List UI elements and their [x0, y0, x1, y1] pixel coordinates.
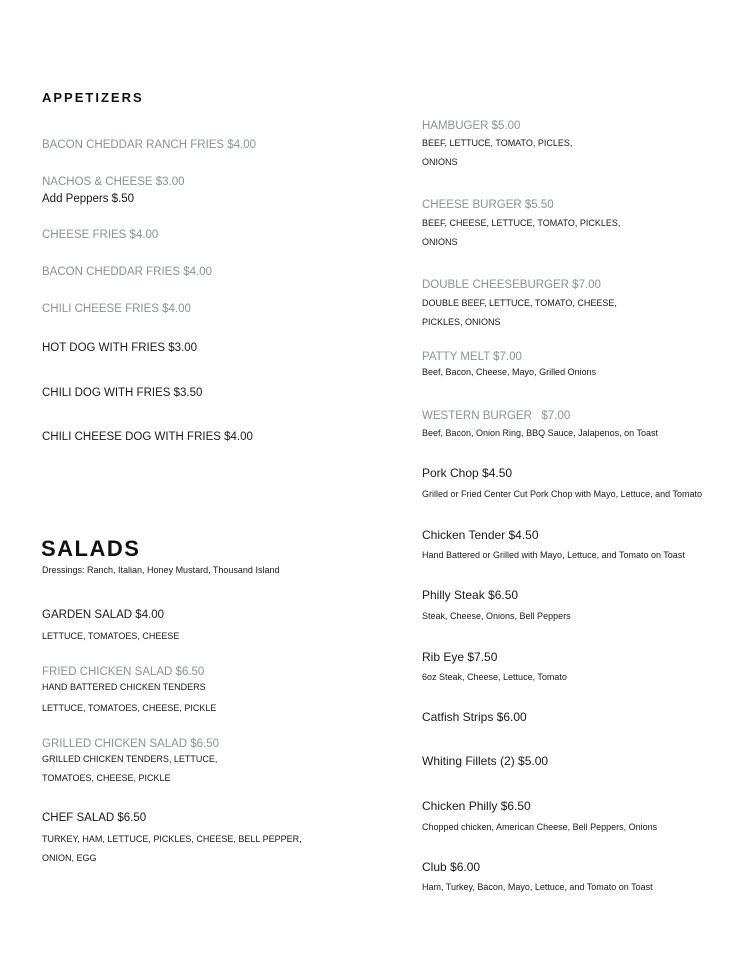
menu-item-desc: Chopped chicken, American Cheese, Bell Peppers, Onions	[422, 822, 658, 832]
menu-item-note: Add Peppers $.50	[42, 193, 135, 205]
menu-item-title: CHILI CHEESE DOG WITH FRIES $4.00	[42, 431, 253, 443]
salads-heading: SALADS	[41, 536, 141, 561]
menu-item-desc: Steak, Cheese, Onions, Bell Peppers	[422, 611, 571, 621]
menu-item-title: NACHOS & CHEESE $3.00	[42, 176, 185, 188]
menu-item-title: Club $6.00	[422, 860, 481, 874]
menu-item-desc: DOUBLE BEEF, LETTUCE, TOMATO, CHEESE,	[422, 298, 617, 308]
menu-item-title: GARDEN SALAD $4.00	[42, 609, 165, 621]
menu-item-desc: LETTUCE, TOMATOES, CHEESE, PICKLE	[42, 703, 217, 713]
menu-item-title: CHILI CHEESE FRIES $4.00	[42, 303, 191, 315]
menu-item-desc: Beef, Bacon, Onion Ring, BBQ Sauce, Jalapenos, on Toast	[422, 428, 658, 438]
menu-item-title: GRILLED CHICKEN SALAD $6.50	[42, 738, 220, 750]
menu-item-desc: BEEF, CHEESE, LETTUCE, TOMATO, PICKLES,	[422, 218, 621, 228]
menu-item-title: Catfish Strips $6.00	[422, 710, 527, 724]
menu-item-desc: BEEF, LETTUCE, TOMATO, PICLES,	[422, 138, 573, 148]
menu-item-desc: ONIONS	[422, 237, 458, 247]
menu-item-desc: GRILLED CHICKEN TENDERS, LETTUCE,	[42, 754, 218, 764]
menu-item-title: Whiting Fillets (2) $5.00	[422, 754, 549, 768]
menu-item-title: CHEESE BURGER $5.50	[422, 199, 554, 211]
menu-item-desc: HAND BATTERED CHICKEN TENDERS	[42, 682, 206, 692]
menu-item-desc: LETTUCE, TOMATOES, CHEESE	[42, 631, 180, 641]
menu-item-title: BACON CHEDDAR FRIES $4.00	[42, 266, 212, 278]
menu-item-title: HAMBUGER $5.00	[422, 120, 521, 132]
menu-item-title: Chicken Tender $4.50	[422, 528, 539, 542]
menu-item-desc: Beef, Bacon, Cheese, Mayo, Grilled Onions	[422, 367, 597, 377]
menu-item-title: CHILI DOG WITH FRIES $3.50	[42, 387, 203, 399]
menu-item-desc: TOMATOES, CHEESE, PICKLE	[42, 773, 171, 783]
menu-item-title: DOUBLE CHEESEBURGER $7.00	[422, 279, 601, 291]
menu-item-title: PATTY MELT $7.00	[422, 351, 522, 363]
menu-item-desc: Hand Battered or Grilled with Mayo, Lettuce, and Tomato on Toast	[422, 550, 685, 560]
menu-item-desc: PICKLES, ONIONS	[422, 317, 501, 327]
menu-item-desc: Grilled or Fried Center Cut Pork Chop with Mayo, Lettuce, and Tomato	[422, 489, 702, 499]
menu-item-title: Philly Steak $6.50	[422, 588, 519, 602]
menu-item-desc: 6oz Steak, Cheese, Lettuce, Tomato	[422, 672, 567, 682]
menu-item-title: Pork Chop $4.50	[422, 466, 513, 480]
menu-item-title: Chicken Philly $6.50	[422, 799, 531, 813]
menu-item-title: WESTERN BURGER $7.00	[422, 410, 571, 422]
menu-item-title: Rib Eye $7.50	[422, 650, 498, 664]
menu-item-title: FRIED CHICKEN SALAD $6.50	[42, 666, 205, 678]
menu-item-title: HOT DOG WITH FRIES $3.00	[42, 342, 198, 354]
menu-item-title: CHEF SALAD $6.50	[42, 812, 147, 824]
menu-item-desc: ONIONS	[422, 157, 458, 167]
salads-dressings: Dressings: Ranch, Italian, Honey Mustard, Thousand Island	[42, 565, 280, 575]
menu-item-desc: TURKEY, HAM, LETTUCE, PICKLES, CHEESE, BELL PEPPER,	[42, 834, 302, 844]
menu-item-title: BACON CHEDDAR RANCH FRIES $4.00	[42, 139, 257, 151]
menu-item-desc: ONION, EGG	[42, 853, 97, 863]
appetizers-heading: APPETIZERS	[42, 90, 144, 105]
menu-item-desc: Ham, Turkey, Bacon, Mayo, Lettuce, and Tomato on Toast	[422, 882, 653, 892]
menu-item-title: CHEESE FRIES $4.00	[42, 229, 159, 241]
